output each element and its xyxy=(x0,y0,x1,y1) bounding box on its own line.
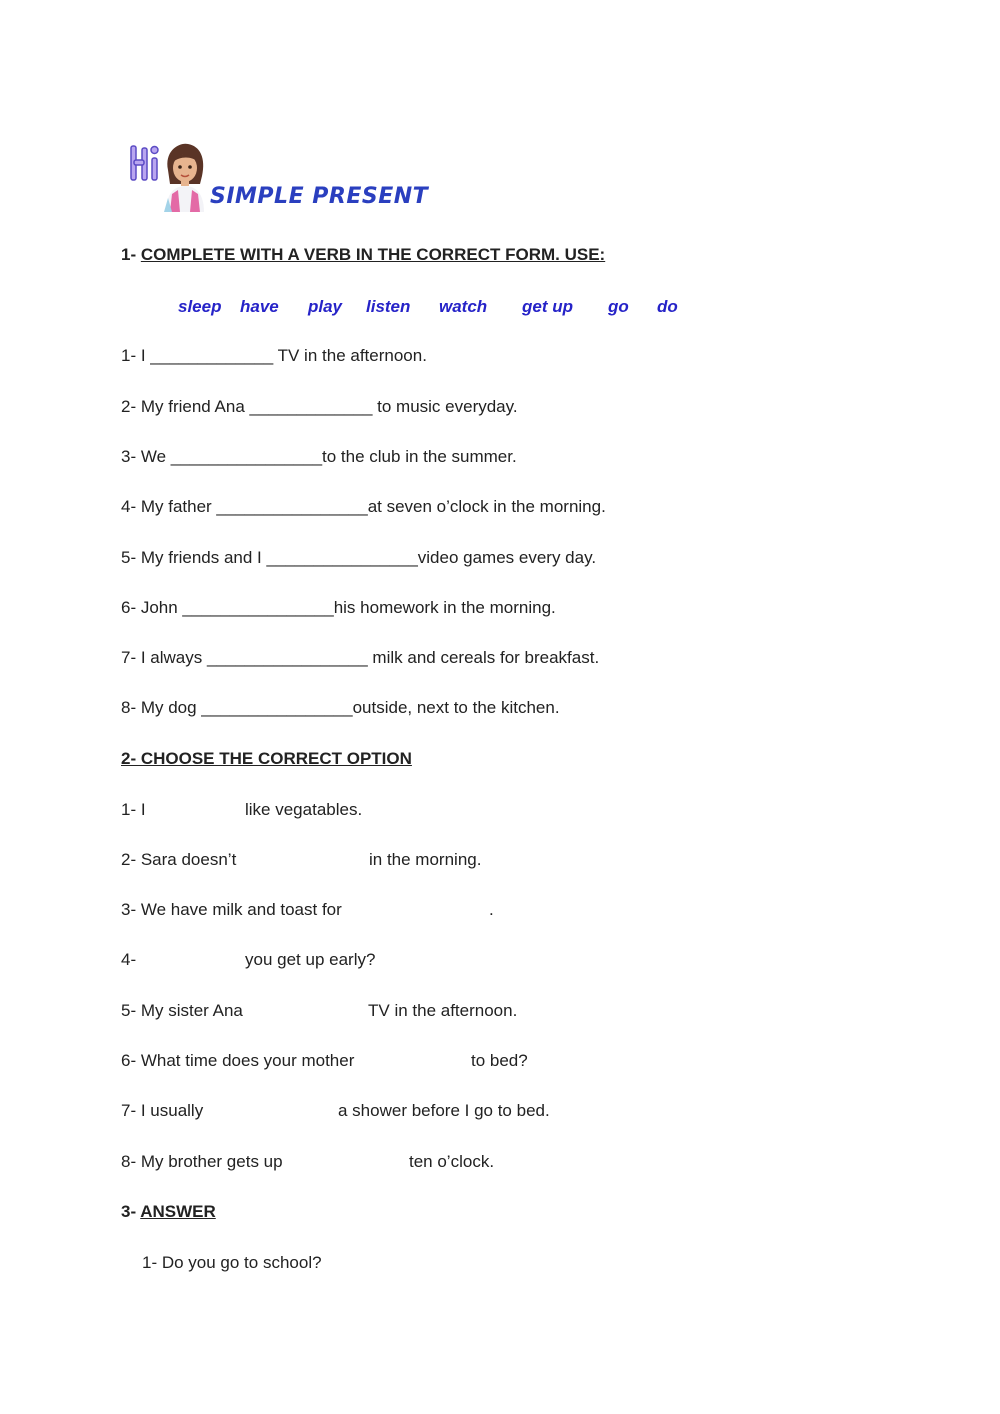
page-title: SIMPLE PRESENT xyxy=(210,184,429,209)
section-3-heading xyxy=(121,1202,216,1222)
exercise-1-item: 7- I always _________________ milk and cereals for breakfast. xyxy=(121,648,600,667)
exercise-1-item: 4- My father ________________at seven o’clock in the morning. xyxy=(121,497,606,516)
option-item-suffix: ten o’clock. xyxy=(409,1152,495,1171)
hi-logo-icon xyxy=(128,140,162,184)
option-item-prefix: 6- What time does your mother xyxy=(121,1051,355,1070)
avatar-icon xyxy=(160,140,208,212)
option-item-suffix: TV in the afternoon. xyxy=(368,1001,518,1020)
exercise-1-item: 1- I _____________ TV in the afternoon. xyxy=(121,346,427,365)
word-bank-item: go xyxy=(608,297,629,316)
section-1-heading xyxy=(121,245,605,265)
option-item-suffix: you get up early? xyxy=(245,950,376,969)
option-item-prefix: 5- My sister Ana xyxy=(121,1001,243,1020)
word-bank-item: do xyxy=(657,297,678,316)
option-item-prefix: 2- Sara doesn’t xyxy=(121,850,237,869)
exercise-1-item: 3- We ________________to the club in the summer. xyxy=(121,447,517,466)
option-item-suffix: like vegatables. xyxy=(245,800,363,819)
section-1-number: 1- xyxy=(121,245,141,264)
exercise-1-item: 2- My friend Ana _____________ to music everyday. xyxy=(121,397,518,416)
section-3-number: 3- xyxy=(121,1202,141,1221)
word-bank-item: play xyxy=(308,297,343,316)
answer-question: 1- Do you go to school? xyxy=(142,1253,322,1272)
option-item-suffix: in the morning. xyxy=(369,850,482,869)
word-bank-item: have xyxy=(240,297,279,316)
word-bank-item: sleep xyxy=(178,297,222,316)
option-item-prefix: 4- xyxy=(121,950,137,969)
exercise-1-item: 5- My friends and I ________________video games every day. xyxy=(121,548,597,567)
option-item-prefix: 8- My brother gets up xyxy=(121,1152,283,1171)
section-1-title: COMPLETE WITH A VERB IN THE CORRECT FORM. USE: xyxy=(140,245,606,264)
word-bank-item: listen xyxy=(366,297,411,316)
option-item-prefix: 3- We have milk and toast for xyxy=(121,900,342,919)
option-item-suffix: to bed? xyxy=(471,1051,528,1070)
option-item-suffix: . xyxy=(489,900,494,919)
section-3-title: ANSWER xyxy=(140,1202,216,1221)
option-item-suffix: a shower before I go to bed. xyxy=(338,1101,550,1120)
option-item-prefix: 7- I usually xyxy=(121,1101,204,1120)
section-2-title: 2- CHOOSE THE CORRECT OPTION xyxy=(121,749,412,768)
exercise-1-item: 6- John ________________his homework in the morning. xyxy=(121,598,556,617)
option-item-prefix: 1- I xyxy=(121,800,146,819)
exercise-1-item: 8- My dog ________________outside, next to the kitchen. xyxy=(121,698,560,717)
word-bank-item: watch xyxy=(439,297,488,316)
word-bank-item: get up xyxy=(522,297,573,316)
